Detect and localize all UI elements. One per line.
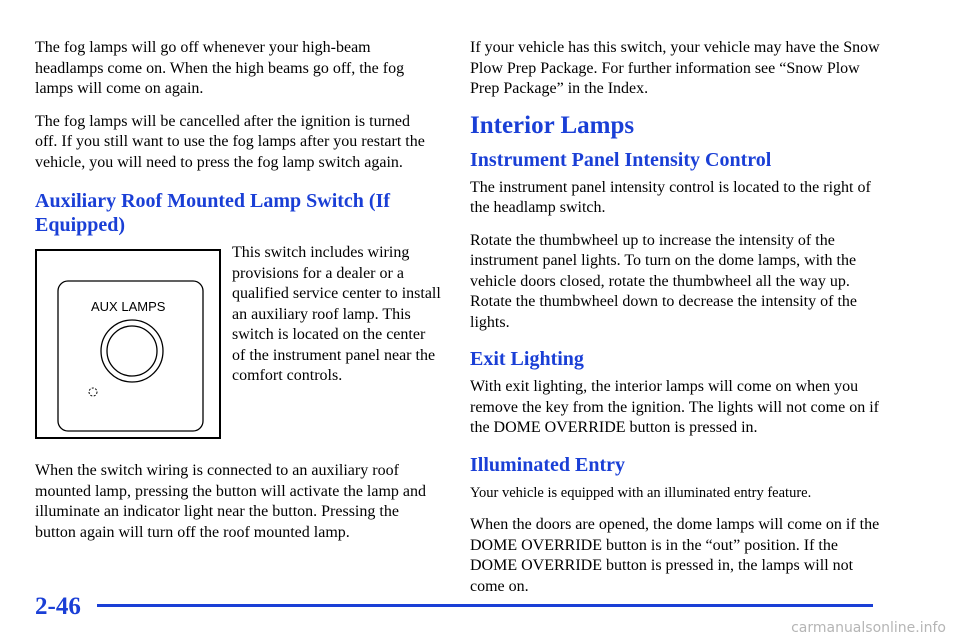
ipic-paragraph-2: Rotate the thumbwheel up to increase the intensity of the instrument panel lights. To turn on the dome lamps, with the vehicle doors closed, rotate the thumbwheel all the way up. Rotate the thumbwheel down to decrease the intensity of the lights. (470, 231, 857, 331)
aux-lamp-button-inner (107, 326, 157, 376)
footer-divider (97, 604, 873, 607)
aux-lamp-paragraph-3: When the switch wiring is connected to an auxiliary roof mounted lamp, pressing the button will activate the lamp and illuminate an indicator light near the button. Pressing the button again will turn off the roof mounted lamp. (35, 462, 427, 541)
interior-lamps-title: Interior Lamps (470, 111, 635, 139)
aux-lamps-label: AUX LAMPS (91, 299, 166, 314)
instrument-panel-intensity-heading: Instrument Panel Intensity Control (470, 148, 772, 171)
illuminated-entry-heading: Illuminated Entry (470, 453, 626, 476)
aux-lamp-button-outer (101, 320, 163, 382)
fog-lamp-paragraph-2: The fog lamps will be cancelled after the ignition is turned off. If you still want to use the fog lamps after you restart the vehicle, you will need to press the fog lamp switch again. (35, 112, 425, 171)
fog-lamp-paragraph-1: The fog lamps will go off whenever your high-beam headlamps come on. When the high beams go off, the fog lamps will come on again. (35, 39, 405, 97)
aux-lamp-switch-drawing (37, 251, 219, 437)
aux-roof-lamp-heading: Auxiliary Roof Mounted Lamp Switch (If Equipped) (35, 190, 391, 236)
snow-plow-paragraph: If your vehicle has this switch, your vehicle may have the Snow Plow Prep Package. For further information see “Snow Plow Prep Package” in the Index. (470, 39, 880, 97)
page-number: 2-46 (35, 593, 81, 620)
indicator-light-icon (89, 388, 97, 396)
left-column (35, 38, 441, 555)
aux-lamp-description-text: This switch includes wiring provisions for a dealer or a qualified service center to install an auxiliary roof lamp. This switch is located on the center of the instrument panel near the comfort controls. (232, 244, 441, 384)
aux-lamp-description (232, 243, 442, 387)
ipic-paragraph-1: The instrument panel intensity control is located to the right of the headlamp switch. (470, 178, 871, 216)
watermark: carmanualsonline.info (791, 620, 946, 636)
aux-lamp-switch-illustration (35, 249, 221, 439)
illuminated-entry-paragraph-1: Your vehicle is equipped with an illuminated entry feature. (470, 484, 812, 501)
exit-lighting-paragraph: With exit lighting, the interior lamps will come on when you remove the key from the ignition. The lights will not come on if the DOME OVERRIDE button is pressed in. (470, 378, 879, 436)
right-column (470, 38, 880, 609)
aux-lamp-figure-row (35, 243, 441, 443)
exit-lighting-heading: Exit Lighting (470, 348, 584, 370)
illuminated-entry-paragraph-2: When the doors are opened, the dome lamps will come on if the DOME OVERRIDE button is in the “out” position. If the DOME OVERRIDE button is pressed in, the lamps will not come on. (470, 516, 880, 595)
